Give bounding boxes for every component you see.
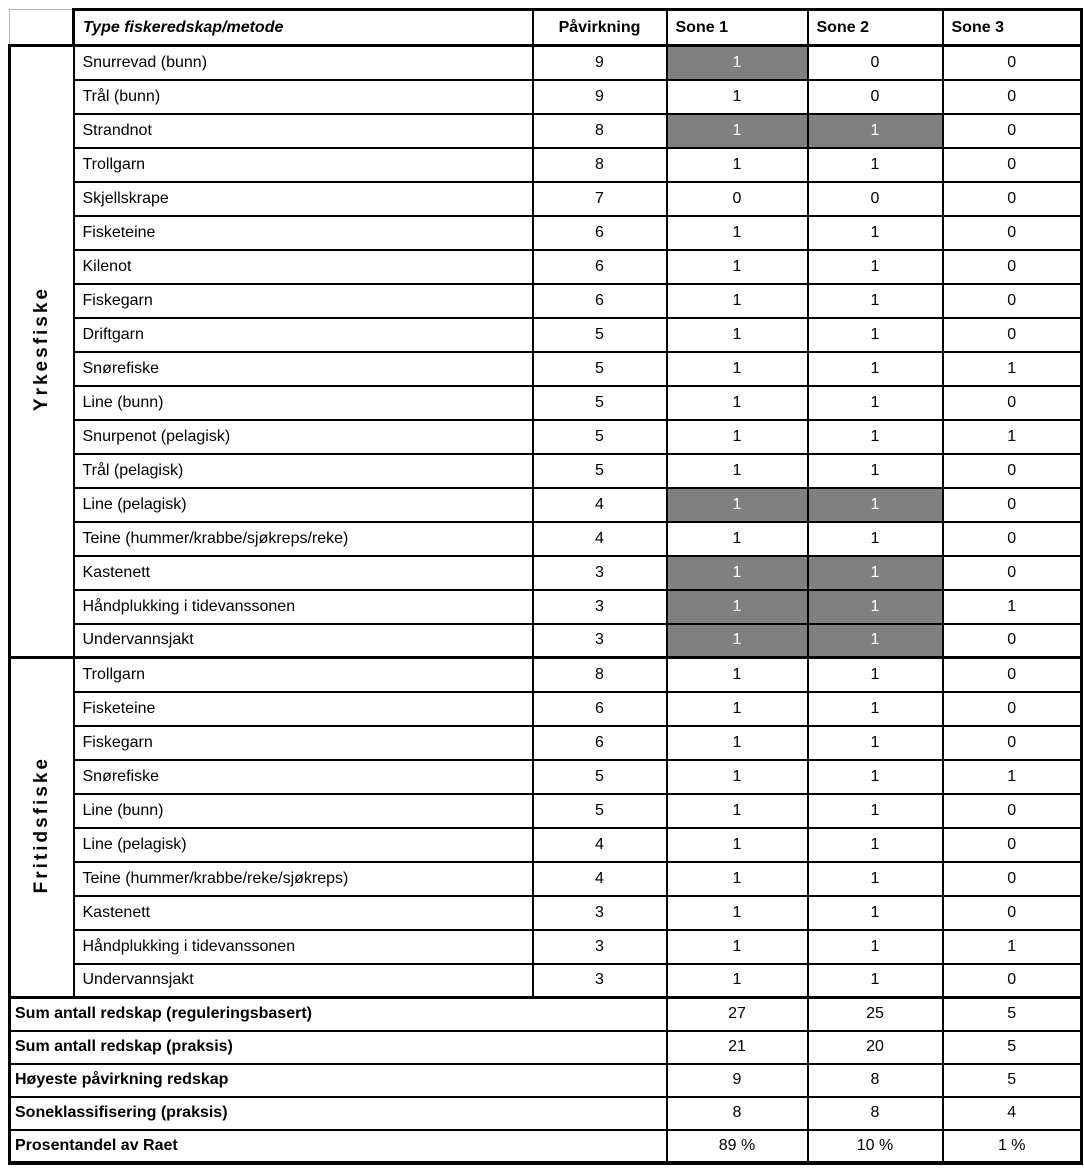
zone-3-value-cell: 0 bbox=[943, 896, 1082, 930]
impact-value-cell: 5 bbox=[533, 386, 667, 420]
summary-label-cell: Soneklassifisering (praksis) bbox=[10, 1097, 667, 1130]
impact-value-cell: 6 bbox=[533, 216, 667, 250]
zone-3-value-cell: 0 bbox=[943, 46, 1082, 80]
zone-1-value-cell: 1 bbox=[667, 420, 808, 454]
gear-row bbox=[10, 692, 1082, 726]
section-label-text: Fritidsfiske bbox=[31, 756, 53, 894]
zone-1-value-cell: 1 bbox=[667, 828, 808, 862]
gear-row bbox=[10, 930, 1082, 964]
gear-row bbox=[10, 216, 1082, 250]
zone-2-value-cell: 1 bbox=[808, 624, 943, 658]
zone-3-value-cell: 0 bbox=[943, 964, 1082, 998]
summary-zone-2-value-cell: 25 bbox=[808, 998, 943, 1031]
zone-2-value-cell: 1 bbox=[808, 216, 943, 250]
gear-name-cell: Fiskegarn bbox=[74, 726, 533, 760]
gear-row bbox=[10, 726, 1082, 760]
gear-row bbox=[10, 964, 1082, 998]
impact-value-cell: 3 bbox=[533, 590, 667, 624]
impact-value-cell: 8 bbox=[533, 658, 667, 692]
gear-row bbox=[10, 182, 1082, 216]
summary-zone-2-value-cell: 20 bbox=[808, 1031, 943, 1064]
zone-2-value-cell: 1 bbox=[808, 250, 943, 284]
zone-1-value-cell: 1 bbox=[667, 964, 808, 998]
summary-row bbox=[10, 1064, 1082, 1097]
zone-1-value-cell: 1 bbox=[667, 624, 808, 658]
zone-1-value-cell: 1 bbox=[667, 556, 808, 590]
section-label-yrkesfiske bbox=[10, 46, 74, 658]
zone-2-value-cell: 1 bbox=[808, 760, 943, 794]
zone-2-value-cell: 1 bbox=[808, 794, 943, 828]
zone-2-value-cell: 1 bbox=[808, 522, 943, 556]
zone-2-value-cell: 1 bbox=[808, 964, 943, 998]
gear-row bbox=[10, 454, 1082, 488]
gear-row bbox=[10, 556, 1082, 590]
summary-row bbox=[10, 1097, 1082, 1130]
zone-3-value-cell: 0 bbox=[943, 726, 1082, 760]
zone-1-value-cell: 1 bbox=[667, 794, 808, 828]
impact-value-cell: 5 bbox=[533, 352, 667, 386]
col-header-type: Type fiskeredskap/metode bbox=[74, 10, 533, 46]
zone-1-value-cell: 1 bbox=[667, 216, 808, 250]
impact-value-cell: 6 bbox=[533, 284, 667, 318]
gear-row bbox=[10, 352, 1082, 386]
gear-name-cell: Teine (hummer/krabbe/sjøkreps/reke) bbox=[74, 522, 533, 556]
gear-row bbox=[10, 386, 1082, 420]
zone-2-value-cell: 1 bbox=[808, 862, 943, 896]
summary-zone-2-value-cell: 8 bbox=[808, 1064, 943, 1097]
zone-2-value-cell: 1 bbox=[808, 692, 943, 726]
gear-name-cell: Trollgarn bbox=[74, 658, 533, 692]
gear-row bbox=[10, 590, 1082, 624]
gear-name-cell: Driftgarn bbox=[74, 318, 533, 352]
col-header-zone-3: Sone 3 bbox=[943, 10, 1082, 46]
zone-3-value-cell: 0 bbox=[943, 182, 1082, 216]
zone-1-value-cell: 1 bbox=[667, 760, 808, 794]
zone-1-value-cell: 1 bbox=[667, 862, 808, 896]
zone-3-value-cell: 0 bbox=[943, 80, 1082, 114]
zone-1-value-cell: 1 bbox=[667, 114, 808, 148]
zone-1-value-cell: 1 bbox=[667, 590, 808, 624]
gear-row bbox=[10, 250, 1082, 284]
summary-label-cell: Sum antall redskap (praksis) bbox=[10, 1031, 667, 1064]
summary-label-cell: Høyeste påvirkning redskap bbox=[10, 1064, 667, 1097]
gear-name-cell: Trål (pelagisk) bbox=[74, 454, 533, 488]
gear-row bbox=[10, 522, 1082, 556]
impact-value-cell: 3 bbox=[533, 964, 667, 998]
summary-zone-1-value-cell: 27 bbox=[667, 998, 808, 1031]
gear-name-cell: Strandnot bbox=[74, 114, 533, 148]
impact-value-cell: 5 bbox=[533, 760, 667, 794]
zone-3-value-cell: 1 bbox=[943, 590, 1082, 624]
zone-1-value-cell: 1 bbox=[667, 352, 808, 386]
summary-zone-1-value-cell: 8 bbox=[667, 1097, 808, 1130]
zone-1-value-cell: 1 bbox=[667, 488, 808, 522]
zone-1-value-cell: 1 bbox=[667, 522, 808, 556]
zone-2-value-cell: 1 bbox=[808, 896, 943, 930]
gear-name-cell: Skjellskrape bbox=[74, 182, 533, 216]
zone-2-value-cell: 0 bbox=[808, 182, 943, 216]
zone-3-value-cell: 0 bbox=[943, 692, 1082, 726]
zone-3-value-cell: 0 bbox=[943, 658, 1082, 692]
impact-value-cell: 7 bbox=[533, 182, 667, 216]
gear-name-cell: Undervannsjakt bbox=[74, 964, 533, 998]
zone-2-value-cell: 1 bbox=[808, 420, 943, 454]
zone-2-value-cell: 1 bbox=[808, 386, 943, 420]
summary-zone-2-value-cell: 8 bbox=[808, 1097, 943, 1130]
gear-name-cell: Fisketeine bbox=[74, 692, 533, 726]
zone-1-value-cell: 1 bbox=[667, 658, 808, 692]
zone-2-value-cell: 1 bbox=[808, 726, 943, 760]
gear-row bbox=[10, 828, 1082, 862]
zone-2-value-cell: 1 bbox=[808, 454, 943, 488]
gear-name-cell: Håndplukking i tidevanssonen bbox=[74, 590, 533, 624]
summary-label-cell: Sum antall redskap (reguleringsbasert) bbox=[10, 998, 667, 1031]
summary-zone-1-value-cell: 21 bbox=[667, 1031, 808, 1064]
impact-value-cell: 6 bbox=[533, 726, 667, 760]
zone-3-value-cell: 0 bbox=[943, 828, 1082, 862]
gear-row bbox=[10, 80, 1082, 114]
zone-2-value-cell: 0 bbox=[808, 46, 943, 80]
gear-row bbox=[10, 488, 1082, 522]
gear-name-cell: Snurrevad (bunn) bbox=[74, 46, 533, 80]
summary-zone-3-value-cell: 5 bbox=[943, 1064, 1082, 1097]
gear-name-cell: Trollgarn bbox=[74, 148, 533, 182]
impact-value-cell: 6 bbox=[533, 692, 667, 726]
zone-3-value-cell: 0 bbox=[943, 862, 1082, 896]
summary-label-cell: Prosentandel av Raet bbox=[10, 1130, 667, 1163]
header-row bbox=[10, 10, 1082, 46]
zone-2-value-cell: 1 bbox=[808, 658, 943, 692]
zone-1-value-cell: 1 bbox=[667, 454, 808, 488]
gear-name-cell: Snørefiske bbox=[74, 352, 533, 386]
zone-1-value-cell: 1 bbox=[667, 250, 808, 284]
summary-zone-2-value-cell: 10 % bbox=[808, 1130, 943, 1163]
impact-value-cell: 8 bbox=[533, 148, 667, 182]
zone-3-value-cell: 0 bbox=[943, 794, 1082, 828]
gear-name-cell: Kastenett bbox=[74, 556, 533, 590]
gear-row bbox=[10, 658, 1082, 692]
impact-value-cell: 5 bbox=[533, 454, 667, 488]
gear-row bbox=[10, 284, 1082, 318]
gear-row bbox=[10, 46, 1082, 80]
fishing-gear-impact-table bbox=[8, 8, 1083, 1165]
gear-name-cell: Kastenett bbox=[74, 896, 533, 930]
impact-value-cell: 9 bbox=[533, 80, 667, 114]
gear-row bbox=[10, 760, 1082, 794]
section-label-text: Yrkesfiske bbox=[31, 286, 53, 412]
zone-2-value-cell: 1 bbox=[808, 318, 943, 352]
zone-3-value-cell: 1 bbox=[943, 420, 1082, 454]
summary-zone-3-value-cell: 5 bbox=[943, 998, 1082, 1031]
zone-1-value-cell: 1 bbox=[667, 726, 808, 760]
gear-name-cell: Kilenot bbox=[74, 250, 533, 284]
summary-row bbox=[10, 1031, 1082, 1064]
gear-name-cell: Line (pelagisk) bbox=[74, 488, 533, 522]
impact-value-cell: 9 bbox=[533, 46, 667, 80]
table-body bbox=[10, 46, 1082, 1163]
zone-3-value-cell: 1 bbox=[943, 760, 1082, 794]
zone-2-value-cell: 1 bbox=[808, 284, 943, 318]
zone-1-value-cell: 1 bbox=[667, 930, 808, 964]
impact-value-cell: 4 bbox=[533, 862, 667, 896]
zone-1-value-cell: 1 bbox=[667, 148, 808, 182]
zone-3-value-cell: 0 bbox=[943, 386, 1082, 420]
col-header-impact: Påvirkning bbox=[533, 10, 667, 46]
impact-value-cell: 8 bbox=[533, 114, 667, 148]
impact-value-cell: 6 bbox=[533, 250, 667, 284]
zone-3-value-cell: 1 bbox=[943, 352, 1082, 386]
gear-name-cell: Snørefiske bbox=[74, 760, 533, 794]
zone-2-value-cell: 1 bbox=[808, 590, 943, 624]
gear-name-cell: Trål (bunn) bbox=[74, 80, 533, 114]
gear-row bbox=[10, 148, 1082, 182]
impact-value-cell: 5 bbox=[533, 794, 667, 828]
impact-value-cell: 4 bbox=[533, 828, 667, 862]
zone-3-value-cell: 0 bbox=[943, 488, 1082, 522]
impact-value-cell: 4 bbox=[533, 488, 667, 522]
col-header-zone-2: Sone 2 bbox=[808, 10, 943, 46]
gear-name-cell: Fiskegarn bbox=[74, 284, 533, 318]
gear-name-cell: Undervannsjakt bbox=[74, 624, 533, 658]
zone-2-value-cell: 1 bbox=[808, 114, 943, 148]
zone-2-value-cell: 1 bbox=[808, 556, 943, 590]
impact-value-cell: 3 bbox=[533, 556, 667, 590]
summary-row bbox=[10, 1130, 1082, 1163]
gear-row bbox=[10, 624, 1082, 658]
zone-3-value-cell: 0 bbox=[943, 148, 1082, 182]
gear-name-cell: Snurpenot (pelagisk) bbox=[74, 420, 533, 454]
gear-row bbox=[10, 862, 1082, 896]
gear-name-cell: Line (pelagisk) bbox=[74, 828, 533, 862]
gear-name-cell: Fisketeine bbox=[74, 216, 533, 250]
gear-name-cell: Håndplukking i tidevanssonen bbox=[74, 930, 533, 964]
summary-row bbox=[10, 998, 1082, 1031]
corner-cell bbox=[10, 10, 74, 46]
impact-value-cell: 3 bbox=[533, 896, 667, 930]
zone-2-value-cell: 1 bbox=[808, 148, 943, 182]
zone-2-value-cell: 1 bbox=[808, 488, 943, 522]
zone-1-value-cell: 1 bbox=[667, 284, 808, 318]
summary-zone-3-value-cell: 5 bbox=[943, 1031, 1082, 1064]
zone-1-value-cell: 1 bbox=[667, 896, 808, 930]
zone-3-value-cell: 0 bbox=[943, 114, 1082, 148]
col-header-zone-1: Sone 1 bbox=[667, 10, 808, 46]
gear-row bbox=[10, 114, 1082, 148]
zone-1-value-cell: 1 bbox=[667, 80, 808, 114]
zone-1-value-cell: 1 bbox=[667, 318, 808, 352]
zone-2-value-cell: 1 bbox=[808, 828, 943, 862]
gear-name-cell: Teine (hummer/krabbe/reke/sjøkreps) bbox=[74, 862, 533, 896]
zone-2-value-cell: 1 bbox=[808, 352, 943, 386]
impact-value-cell: 3 bbox=[533, 624, 667, 658]
zone-3-value-cell: 0 bbox=[943, 624, 1082, 658]
gear-row bbox=[10, 420, 1082, 454]
summary-zone-3-value-cell: 1 % bbox=[943, 1130, 1082, 1163]
summary-zone-1-value-cell: 9 bbox=[667, 1064, 808, 1097]
zone-2-value-cell: 0 bbox=[808, 80, 943, 114]
impact-value-cell: 4 bbox=[533, 522, 667, 556]
zone-3-value-cell: 0 bbox=[943, 216, 1082, 250]
gear-row bbox=[10, 318, 1082, 352]
gear-row bbox=[10, 896, 1082, 930]
impact-value-cell: 3 bbox=[533, 930, 667, 964]
summary-zone-3-value-cell: 4 bbox=[943, 1097, 1082, 1130]
zone-3-value-cell: 0 bbox=[943, 318, 1082, 352]
zone-3-value-cell: 0 bbox=[943, 522, 1082, 556]
impact-value-cell: 5 bbox=[533, 318, 667, 352]
zone-1-value-cell: 1 bbox=[667, 386, 808, 420]
section-label-fritidsfiske bbox=[10, 658, 74, 998]
zone-3-value-cell: 0 bbox=[943, 284, 1082, 318]
zone-3-value-cell: 0 bbox=[943, 250, 1082, 284]
zone-1-value-cell: 1 bbox=[667, 692, 808, 726]
zone-3-value-cell: 1 bbox=[943, 930, 1082, 964]
impact-value-cell: 5 bbox=[533, 420, 667, 454]
summary-zone-1-value-cell: 89 % bbox=[667, 1130, 808, 1163]
gear-name-cell: Line (bunn) bbox=[74, 794, 533, 828]
gear-name-cell: Line (bunn) bbox=[74, 386, 533, 420]
zone-1-value-cell: 1 bbox=[667, 46, 808, 80]
zone-3-value-cell: 0 bbox=[943, 454, 1082, 488]
zone-3-value-cell: 0 bbox=[943, 556, 1082, 590]
gear-row bbox=[10, 794, 1082, 828]
zone-2-value-cell: 1 bbox=[808, 930, 943, 964]
zone-1-value-cell: 0 bbox=[667, 182, 808, 216]
